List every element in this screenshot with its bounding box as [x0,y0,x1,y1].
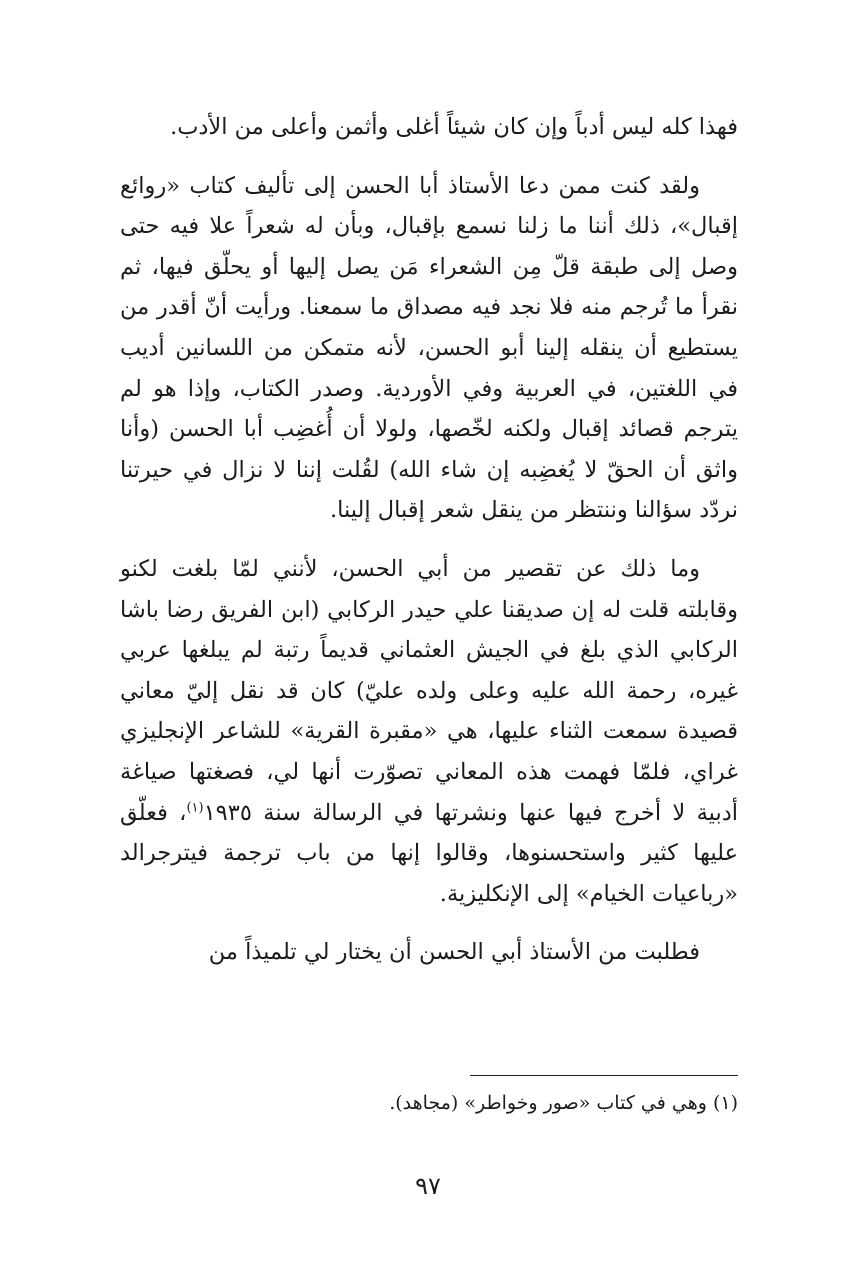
body-text [120,107,738,973]
paragraph-4: فطلبت من الأستاذ أبي الحسن أن يختار لي تلميذاً من [208,939,700,966]
footnote: (١) وهي في كتاب «صور وخواطر» (مجاهد). [389,1092,738,1114]
footnote-reference[interactable]: (١) [186,800,204,815]
paragraph-3 [120,549,738,914]
paragraph-1: فهذا كله ليس أدباً وإن كان شيئاً أغلى وأثمن وأعلى من الأدب. [170,114,738,140]
footnote-divider [470,1075,738,1076]
paragraph-2: ولقد كنت ممن دعا الأستاذ أبا الحسن إلى تأليف كتاب «روائع إقبال»، ذلك أننا ما زلنا نسمع بإقبال، وبأن له شعراً علا فيه حتى وصل إلى طبقة قلّ مِن الشعراء مَن يصل إليها أو يحلّق فيها، ثم نقرأ ما تُرجم منه فلا نجد فيه مصداق ما سمعنا. ورأيت أنّ أقدر من يستطيع أن ينقله إلينا أبو الحسن، لأنه متمكن من اللسانين أديب في اللغتين، في العربية وفي الأوردية. وصدر الكتاب، وإذا هو لم يترجم قصائد إقبال ولكنه لخّصها، ولولا أن أُغضِب أبا الحسن (وأنا واثق أن الحقّ لا يُغضِبه إن شاء الله) لقُلت إننا لا نزال في حيرتنا نردّد سؤالنا وننتظر من ينقل شعر إقبال إلينا. [120,172,738,524]
page-number: ٩٧ [415,1172,441,1200]
paragraph-3-continuation: ، فعلّق عليها كثير واستحسنوها، وقالوا إنها من باب ترجمة فيترجرالد «رباعيات الخيام» إلى الإنكليزية. [120,799,738,907]
paragraph-3-text: وما ذلك عن تقصير من أبي الحسن، لأنني لمّا بلغت لكنو وقابلته قلت له إن صديقنا علي حيدر الركابي (ابن الفريق رضا باشا الركابي الذي بلغ في الجيش العثماني قديماً رتبة لم يبلغها عربي غيره، رحمة الله عليه وعلى ولده عليّ) كان قد نقل إليّ معاني قصيدة سمعت الثناء عليها، هي «مقبرة القرية» للشاعر الإنجليزي غراي، فلمّا فهمت هذه المعاني تصوّرت أنها لي، فصغتها صياغة أدبية لا أخرج فيها عنها ونشرتها في الرسالة سنة ١٩٣٥ [120,555,739,826]
